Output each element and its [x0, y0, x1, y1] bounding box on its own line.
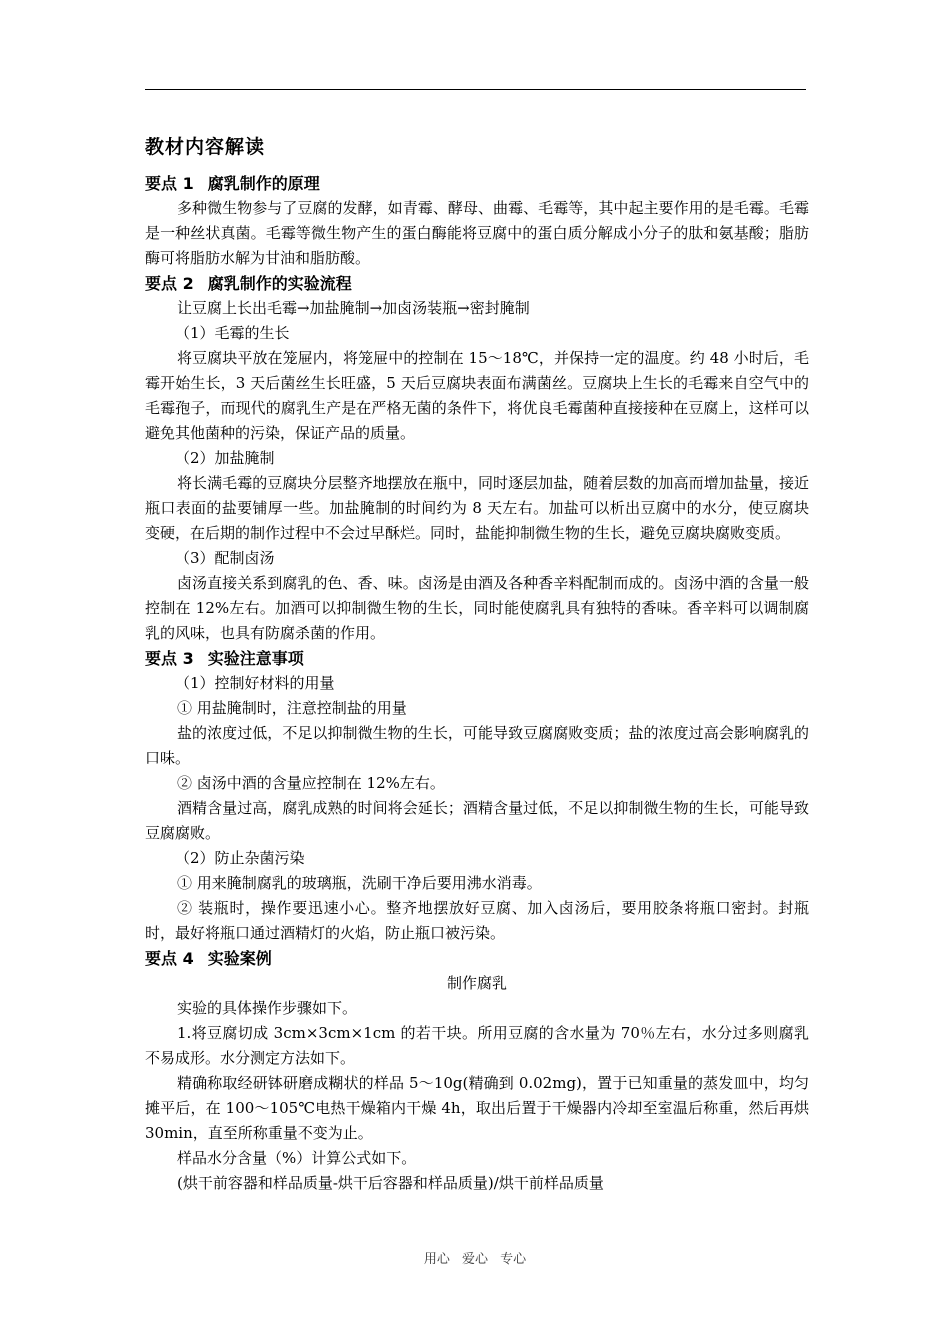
page-footer: 用心 爱心 专心: [423, 1252, 527, 1267]
point-title: 实验案例: [207, 949, 272, 968]
subheading: （1）毛霉的生长: [175, 324, 290, 342]
paragraph: 实验的具体操作步骤如下。: [177, 999, 358, 1017]
point-number: 要点 2: [145, 274, 194, 293]
subheading-suffix: 好材料的用量: [244, 674, 335, 692]
point-number: 要点 1: [145, 174, 194, 193]
subheading: [145, 671, 809, 696]
paragraph: 精确称取经研钵研磨成糊状的样品 5～10g(精确到 0.02mg)，置于已知重量的蒸发皿中，均匀摊平后，在 100～105℃电热干燥箱内干燥 4h，取出后置于干燥器内冷却至室温后称重，然后再烘 30min，直至所称重量不变为止。: [145, 1074, 809, 1142]
point-number: 要点 4: [145, 949, 194, 968]
section-title: 教材内容解读: [145, 136, 266, 158]
paragraph: 将豆腐块平放在笼屉内，将笼屉中的控制在 15～18℃，并保持一定的温度。约 48 小时后，毛霉开始生长，3 天后菌丝生长旺盛，5 天后豆腐块表面布满菌丝。豆腐块上生长的毛霉来自空气中的毛霉孢子，而现代的腐乳生产是在严格无菌的条件下，将优良毛霉菌种直接接种在豆腐上，这样可以避免其他菌种的污染，保证产品的质量。: [145, 349, 809, 442]
point-number: 要点 3: [145, 649, 194, 668]
subheading: （2）加盐腌制: [175, 449, 275, 467]
paragraph: 酒精含量过高，腐乳成熟的时间将会延长；酒精含量过低，不足以抑制微生物的生长，可能导致豆腐腐败。: [145, 799, 809, 842]
point-title: 腐乳制作的实验流程: [207, 274, 352, 293]
paragraph: 盐的浓度过低，不足以抑制微生物的生长，可能导致豆腐腐败变质；盐的浓度过高会影响腐乳的口味。: [145, 724, 809, 767]
list-item: ① 用盐腌制时，注意控制盐的用量: [177, 699, 407, 717]
point-1-heading: [145, 171, 809, 196]
point-4-heading: [145, 946, 809, 971]
point-title: 腐乳制作的原理: [207, 174, 320, 193]
list-item: ② 装瓶时，操作要迅速小心。整齐地摆放好豆腐、加入卤汤后，要用胶条将瓶口密封。封瓶时，最好将瓶口通过酒精灯的火焰，防止瓶口被污染。: [145, 899, 809, 942]
formula-label: 样品水分含量（%）计算公式如下。: [177, 1149, 417, 1167]
document-body: [145, 132, 809, 1196]
step-item: 1.将豆腐切成 3cm×3cm×1cm 的若干块。所用豆腐的含水量为 70％左右，水分过多则腐乳不易成形。水分测定方法如下。: [145, 1024, 809, 1067]
subheading-prefix: （1）控制: [175, 674, 245, 692]
list-item: ① 用来腌制腐乳的玻璃瓶，洗刷干净后要用沸水消毒。: [177, 874, 542, 892]
point-title: 实验注意事项: [207, 649, 304, 668]
header-rule: [145, 89, 806, 90]
subheading: （3）配制卤汤: [175, 549, 275, 567]
subheading: （2）防止杂菌污染: [175, 849, 305, 867]
paragraph: 卤汤直接关系到腐乳的色、香、味。卤汤是由酒及各种香辛料配制而成的。卤汤中酒的含量一般控制在 12%左右。加酒可以抑制微生物的生长，同时能使腐乳具有独特的香味。香辛料可以调制腐乳的风味，也具有防腐杀菌的作用。: [145, 574, 809, 642]
paragraph: 多种微生物参与了豆腐的发酵，如青霉、酵母、曲霉、毛霉等，其中起主要作用的是毛霉。毛霉是一种丝状真菌。毛霉等微生物产生的蛋白酶能将豆腐中的蛋白质分解成小分子的肽和氨基酸；脂肪酶可将脂肪水解为甘油和脂肪酸。: [145, 199, 809, 267]
flow-text: 让豆腐上长出毛霉→加盐腌制→加卤汤装瓶→密封腌制: [177, 299, 530, 317]
paragraph: 将长满毛霉的豆腐块分层整齐地摆放在瓶中，同时逐层加盐，随着层数的加高而增加盐量，接近瓶口表面的盐要铺厚一些。加盐腌制的时间约为 8 天左右。加盐可以析出豆腐中的水分，使豆腐块变硬，在后期的制作过程中不会过早酥烂。同时，盐能抑制微生物的生长，避免豆腐块腐败变质。: [145, 474, 809, 542]
point-3-heading: [145, 646, 809, 671]
point-2-heading: [145, 271, 809, 296]
formula: (烘干前容器和样品质量-烘干后容器和样品质量)/烘干前样品质量: [177, 1174, 604, 1192]
list-item: ② 卤汤中酒的含量应控制在 12%左右。: [177, 774, 445, 792]
case-title: 制作腐乳: [446, 974, 507, 992]
